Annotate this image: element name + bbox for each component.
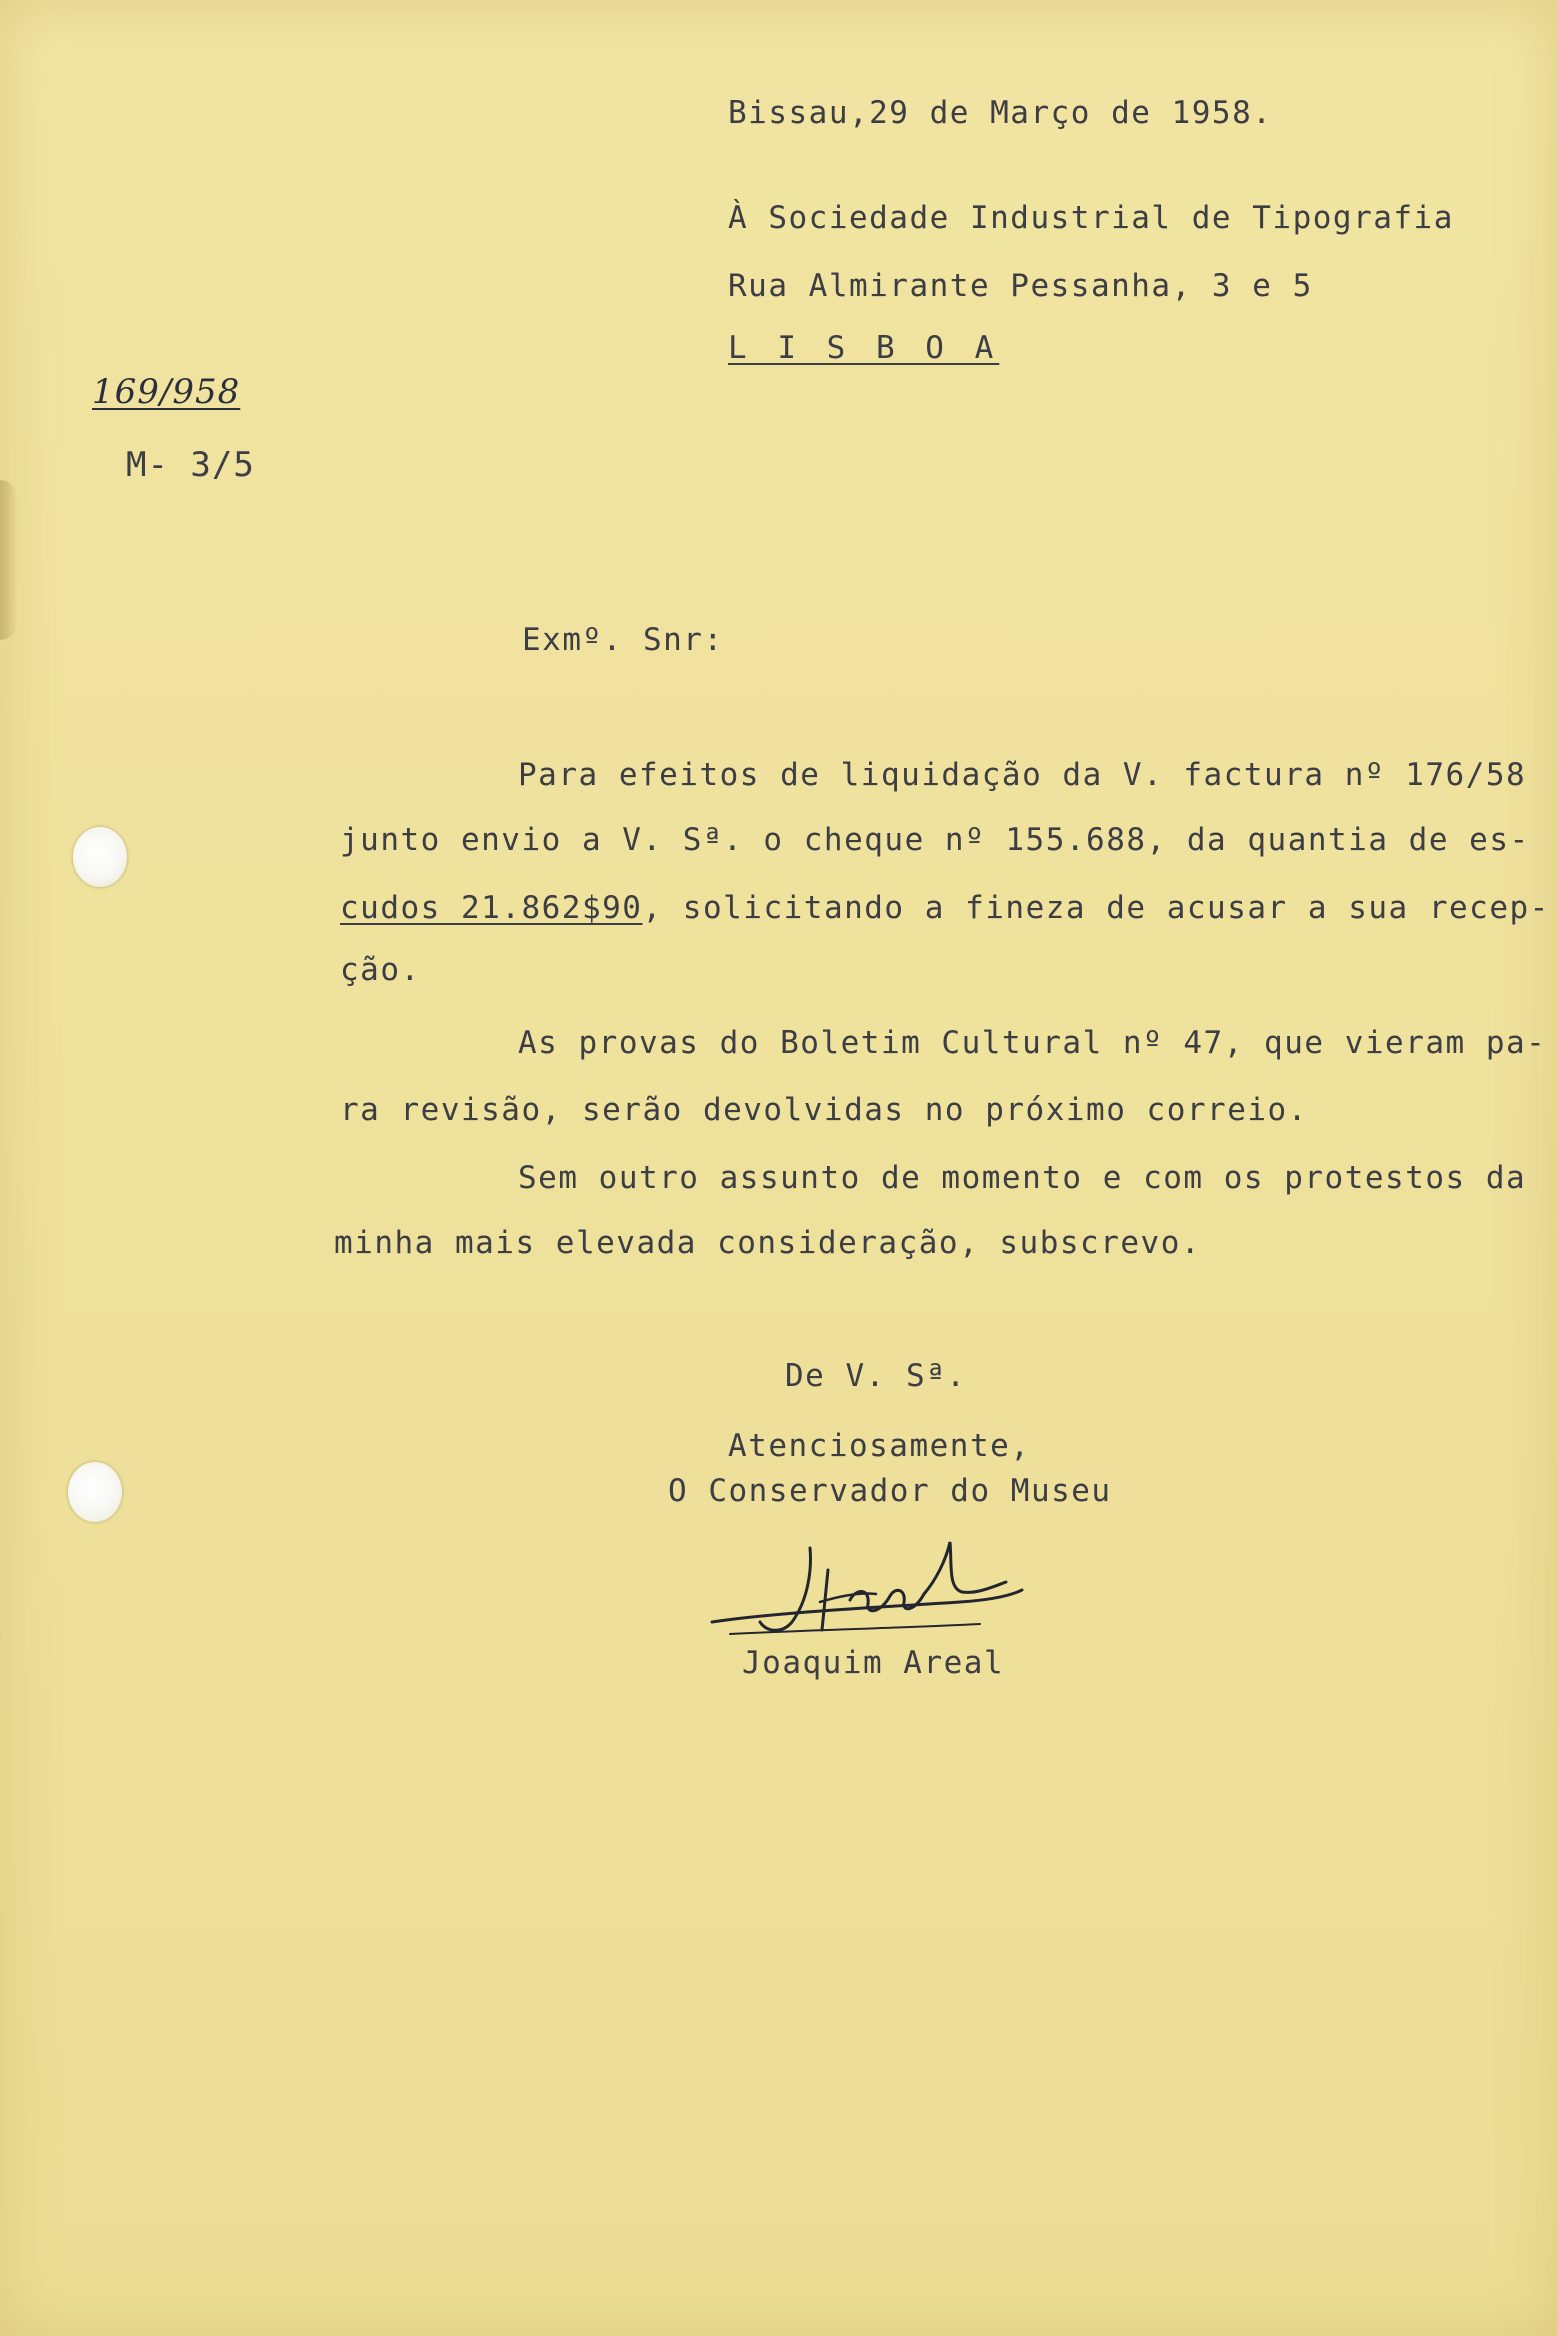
reference-code: M- 3/5 bbox=[126, 445, 255, 485]
recipient-city: L I S B O A bbox=[728, 330, 1000, 366]
closing-regards: Atenciosamente, bbox=[728, 1428, 1031, 1464]
closing-title: O Conservador do Museu bbox=[668, 1473, 1112, 1509]
body-line: ra revisão, serão devolvidas no próximo correio. bbox=[340, 1092, 1308, 1128]
paper-edge-wear bbox=[0, 480, 18, 640]
punch-hole-bottom bbox=[68, 1462, 122, 1522]
body-line-rest: , solicitando a fineza de acusar a sua recep- bbox=[642, 890, 1550, 926]
closing-address: De V. Sª. bbox=[785, 1358, 967, 1394]
body-line bbox=[340, 890, 1550, 926]
body-line: junto envio a V. Sª. o cheque nº 155.688, da quantia de es- bbox=[340, 822, 1530, 858]
punch-hole-top bbox=[73, 827, 127, 887]
body-line: Sem outro assunto de momento e com os protestos da bbox=[518, 1160, 1527, 1196]
recipient-address: Rua Almirante Pessanha, 3 e 5 bbox=[728, 268, 1313, 304]
recipient-name: À Sociedade Industrial de Tipografia bbox=[728, 200, 1454, 236]
cheque-amount: cudos 21.862$90 bbox=[340, 890, 643, 926]
reference-number: 169/958 bbox=[92, 372, 241, 412]
letter-date: Bissau,29 de Março de 1958. bbox=[728, 95, 1273, 131]
body-line: ção. bbox=[340, 952, 421, 988]
body-line: minha mais elevada consideração, subscrevo. bbox=[334, 1225, 1202, 1261]
salutation: Exmº. Snr: bbox=[522, 622, 724, 658]
signatory-name: Joaquim Areal bbox=[742, 1645, 1005, 1681]
body-line: As provas do Boletim Cultural nº 47, que vieram pa- bbox=[518, 1025, 1547, 1061]
body-line: Para efeitos de liquidação da V. factura nº 176/58 bbox=[518, 757, 1527, 793]
